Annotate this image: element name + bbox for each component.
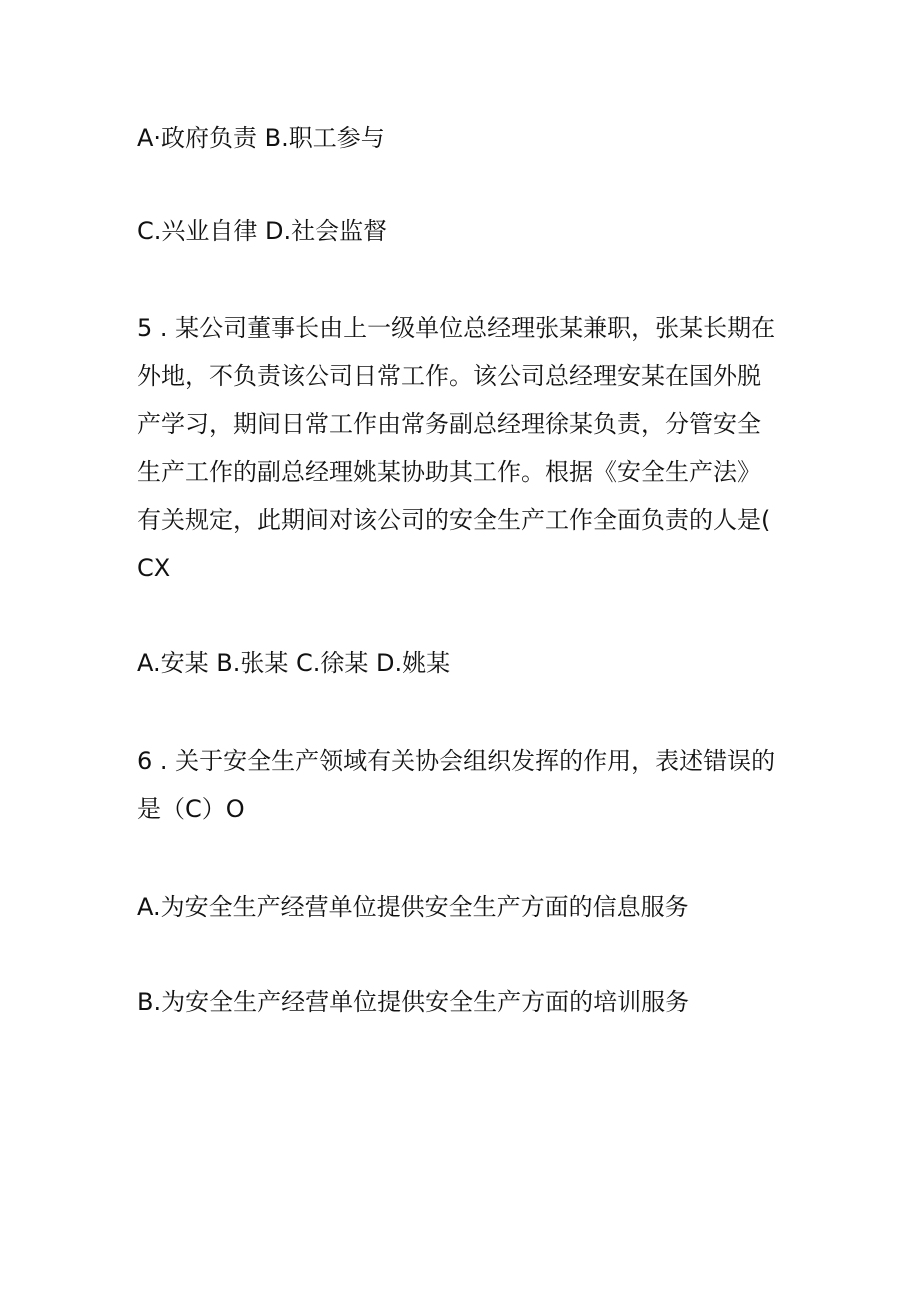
q5-line-3: 产学习，期间日常工作由常务副总经理徐某负责，分管安全 — [137, 410, 761, 438]
q5-line-4: 生产工作的副总经理姚某协助其工作。根据《安全生产法》 — [137, 458, 761, 486]
question-5 — [137, 311, 797, 599]
q5-options: A.安某 B.张某 C.徐某 D.姚某 — [137, 649, 451, 677]
q6-line-1: 6 . 关于安全生产领域有关协会组织发挥的作用，表述错误的 — [137, 747, 776, 775]
q4-options-row-2: C.兴业自律 D.社会监督 — [137, 217, 388, 245]
q5-line-2: 外地，不负责该公司日常工作。该公司总经理安某在国外脱 — [137, 362, 761, 390]
q5-line-6: CX — [137, 554, 171, 582]
q6-line-2: 是（C）O — [137, 795, 245, 823]
q5-line-1: 5 . 某公司董事长由上一级单位总经理张某兼职，张某长期在 — [137, 314, 776, 342]
q6-option-b: B.为安全生产经营单位提供安全生产方面的培训服务 — [137, 988, 690, 1016]
question-6 — [137, 744, 797, 840]
q4-options-row-1: A·政府负责 B.职工参与 — [137, 124, 385, 152]
q5-line-5: 有关规定，此期间对该公司的安全生产工作全面负责的人是( — [137, 506, 771, 534]
q6-option-a: A.为安全生产经营单位提供安全生产方面的信息服务 — [137, 893, 689, 921]
